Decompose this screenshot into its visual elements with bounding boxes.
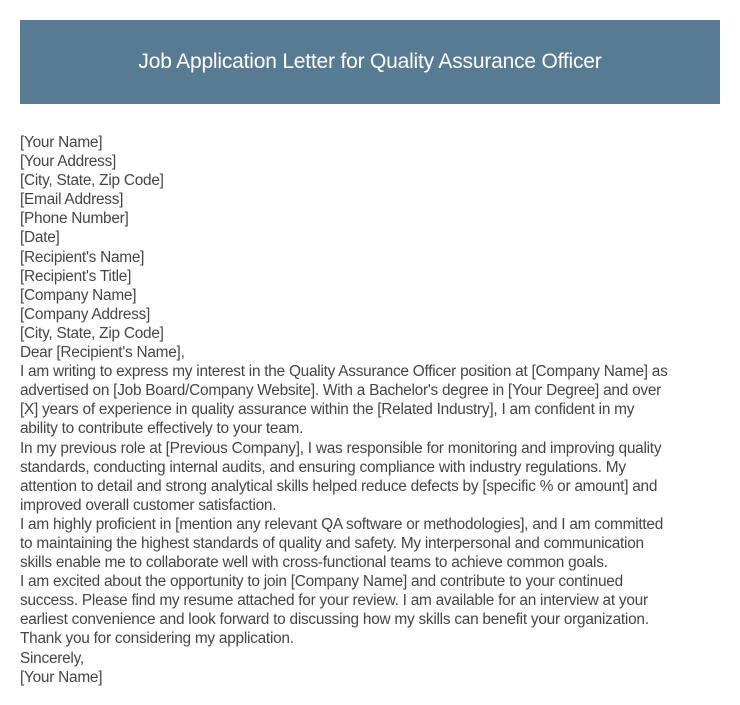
paragraph-line: In my previous role at [Previous Company], I was responsible for monitoring and improving quality [20, 439, 662, 457]
paragraph-line: to maintaining the highest standards of quality and safety. My interpersonal and communication [20, 534, 644, 552]
closing: Sincerely, [20, 649, 84, 667]
paragraph-skills [20, 515, 722, 572]
sender-block [20, 133, 722, 228]
paragraph-line: ability to contribute effectively to your team. [20, 420, 304, 438]
recipient-company-address: [Company Address] [20, 305, 151, 323]
title-banner [20, 20, 720, 104]
sender-city-state-zip: [City, State, Zip Code] [20, 172, 164, 190]
paragraph-line: improved overall customer satisfaction. [20, 496, 277, 514]
paragraph-line: Thank you for considering my application. [20, 630, 294, 648]
letter-date: [Date] [20, 229, 60, 247]
paragraph-line: success. Please find my resume attached for your review. I am available for an interview at your [20, 592, 648, 610]
sender-address: [Your Address] [20, 153, 117, 171]
paragraph-interest [20, 572, 722, 629]
paragraph-line: standards, conducting internal audits, and ensuring compliance with industry regulations. My [20, 458, 626, 476]
paragraph-line: skills enable me to collaborate well with cross-functional teams to achieve common goals. [20, 554, 608, 572]
letter-body [20, 133, 722, 687]
recipient-company: [Company Name] [20, 286, 137, 304]
recipient-block [20, 248, 722, 343]
paragraph-introduction [20, 362, 722, 438]
paragraph-line: I am writing to express my interest in the Quality Assurance Officer position at [Company Name] as [20, 363, 668, 381]
paragraph-line: earliest convenience and look forward to discussing how my skills can benefit your organization. [20, 611, 649, 629]
sender-phone: [Phone Number] [20, 210, 129, 228]
sender-name: [Your Name] [20, 134, 103, 151]
recipient-city-state-zip: [City, State, Zip Code] [20, 324, 164, 342]
paragraph-line: attention to detail and strong analytical skills helped reduce defects by [specific % or amount] and [20, 477, 658, 495]
recipient-name: [Recipient's Name] [20, 248, 145, 266]
paragraph-line: I am highly proficient in [mention any relevant QA software or methodologies], and I am committed [20, 515, 664, 533]
sender-email: [Email Address] [20, 191, 124, 209]
salutation: Dear [Recipient's Name], [20, 344, 185, 362]
paragraph-experience [20, 439, 722, 515]
paragraph-line: I am excited about the opportunity to join [Company Name] and contribute to your continued [20, 573, 623, 591]
signature: [Your Name] [20, 668, 103, 686]
paragraph-line: advertised on [Job Board/Company Website]. With a Bachelor's degree in [Your Degree] and over [20, 382, 662, 400]
paragraph-thanks [20, 629, 722, 648]
page-title: Job Application Letter for Quality Assurance Officer [138, 50, 602, 73]
recipient-title: [Recipient's Title] [20, 267, 132, 285]
paragraph-line: [X] years of experience in quality assurance within the [Related Industry], I am confident in my [20, 401, 635, 419]
